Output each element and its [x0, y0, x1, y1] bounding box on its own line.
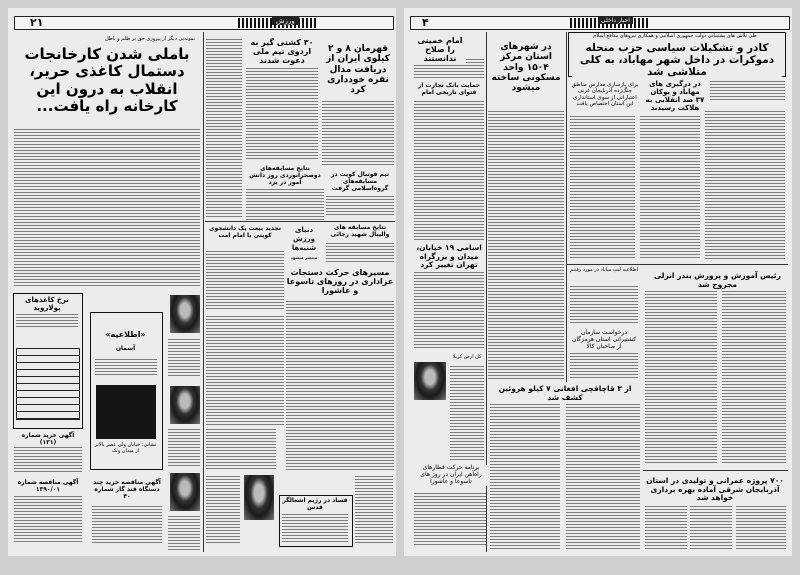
left-page-header [14, 16, 394, 30]
sports-text [322, 100, 394, 165]
notice-text [92, 505, 162, 545]
promo-line: منتشر میشود [290, 255, 318, 260]
right-main-headline: کادر و تشکیلات سیاسی حزب منحله دموکرات در داخل شهر مهاباد، به کلی متلاشی شد [572, 42, 782, 78]
obituary-text [168, 338, 200, 378]
photo-caption: کل ارض کربلا [450, 354, 484, 360]
promo-line: دنیای [294, 226, 314, 234]
sports-text [246, 64, 318, 159]
headline-9: درخواست سازمان کشتیرانی استان هرمزگان از صاحبان کالا [571, 329, 637, 350]
article-text [450, 365, 484, 460]
sports-headline-7: مسیرهای حرکت دستجات عزاداری در روزهای تاسوعا و عاشورا [286, 268, 394, 296]
column-text [206, 428, 276, 470]
sports-headline-3: نتایج مسابقه‌های دوصحرانوردی روز دانش آموز در یزد [246, 166, 324, 187]
obituary-text [168, 428, 200, 468]
notice-4: فساد در رژیم اشغالگر قدس [282, 497, 348, 511]
sports-column-text [206, 38, 242, 218]
portrait-photo [414, 362, 446, 400]
article-text [710, 80, 785, 102]
notice-2: آگهی مناقصه شماره ۱۳۹۰/۰۱ [14, 480, 82, 494]
article-text [736, 505, 786, 550]
sports-text [206, 250, 284, 310]
notice-text [14, 492, 82, 542]
ad-company: آسمان [92, 346, 159, 353]
ad-footer: نشانی: خیابان ولی عصر بالاتر از میدان ونک [94, 442, 157, 454]
divider [566, 32, 567, 382]
right-main-kicker: طی تلاش های پشتیبانی دولت جمهوری اسلامی و همکاری نیروهای مدافع اسلام [575, 34, 775, 40]
article-text [645, 290, 717, 465]
article-text [570, 352, 638, 380]
sports-headline-6: تجدید بیعت یک دانشجوی کویتی با امام امت [206, 226, 284, 240]
obituary-text [168, 515, 200, 550]
left-page-number: ۲۱ [30, 16, 44, 29]
column-text [355, 475, 393, 545]
sports-text [286, 300, 394, 470]
divider [205, 221, 395, 222]
portrait-photo [170, 386, 200, 424]
headline-6: اسامی ۱۹ خیابان، میدان و بزرگراه تهران تغییر کرد [412, 244, 486, 270]
ad-title: «اطلاعیه» [92, 330, 159, 339]
main-article-text [14, 128, 200, 288]
notice-3: آگهی مناقصه خرید چند دستگاه قند گاز شماره ۴۰ [93, 479, 161, 500]
article-text [705, 110, 785, 260]
polaroid-box-title: نرخ کاغذهای پولاروید [15, 296, 79, 312]
sports-text [246, 185, 324, 220]
polaroid-box-text [16, 310, 78, 328]
portrait-photo [170, 473, 200, 511]
portrait-photo [170, 295, 200, 333]
article-text [640, 115, 700, 260]
right-page-number: ۴ [422, 16, 429, 29]
headline-1: امام خمینی را صلاح ندانستند [414, 36, 466, 64]
sports-text [326, 195, 394, 217]
article-text [570, 115, 635, 260]
headline-11: برنامه حرکت قطارهای راه‌آهن ایران در روز های تاسوعا و عاشورا [414, 465, 488, 486]
main-headline: باملی شدن کارخانجات دستمال کاغذی حریر، انقلاب به درون این کارخانه راه یافت... [14, 46, 200, 115]
headline-8: اطلاعیه لیپ میاباد در مورد رفتنم [568, 268, 640, 274]
divider [203, 32, 204, 552]
headline-3: حمایت بانک تجارت از فتوای تاریخی امام [414, 83, 484, 97]
column-text [206, 475, 240, 545]
promo-line: شنبه‌ها [291, 244, 317, 252]
notice-1: آگهی خرید شماره (۱۳۱) [14, 433, 82, 447]
article-text [414, 492, 486, 547]
headline-2: در شهرهای استان مرکز ۱۵۰۴ واحد مسکونی ساخته میشود [488, 42, 564, 94]
article-text [570, 285, 638, 325]
headline-5: برای بازسازی مدارس مناطق جنگ‌زده آذربایجان غربی اعتباراتی از سوی استانداری این استان اختصاص یافت [571, 82, 639, 107]
article-text [690, 505, 732, 550]
notice-text [14, 443, 82, 473]
article-text [722, 290, 786, 465]
promo-line: ورزش [292, 235, 316, 243]
divider [566, 264, 788, 265]
main-kicker: نمونه‌یی دیگر از پیروزی حق بر ظلم و باطل [100, 37, 200, 43]
article-text [414, 268, 484, 348]
divider [643, 470, 788, 471]
headline-12: ۷۰۰ پروژه عمرانی و تولیدی در استان آذربایجان شرقی آماده بهره برداری خواهد شد [646, 476, 784, 503]
sports-headline-1: قهرمان ۸ و ۲ کیلوی ایران از دریافت مدال نقره خودداری کرد [322, 44, 394, 96]
sports-headline-4: تیم فوتبال کویت در مسابقه‌های گروه‌اسلامی گرفت [326, 172, 394, 193]
article-text [645, 505, 687, 550]
article-text [488, 110, 564, 380]
right-section-label: اخبار داخلی [598, 17, 633, 24]
headline-10: از ۳ قاچاقچی افغانی ۷ کیلو هروئین کشف شد [490, 385, 640, 402]
polaroid-price-table [16, 348, 80, 420]
article-text [566, 400, 640, 550]
portrait-photo [244, 475, 274, 520]
sports-headline-2: ۳۰ کشتی گیر به اردوی تیم ملی دعوت شدند [246, 38, 318, 66]
headline-7: رئیس آموزش و پرورش بندر انزلی مجروح شد [650, 272, 785, 289]
notice-text [282, 510, 348, 542]
column-text [206, 315, 284, 425]
left-section-label: ورزش [272, 17, 299, 25]
sports-promo [286, 226, 322, 262]
ad-schedule-table [96, 385, 156, 439]
headline-4: در درگیری های مهاباد و بوکان ۳۷ ضد انقلابی به هلاکت رسیدند [645, 80, 705, 113]
ad-text [95, 358, 157, 376]
sports-text [326, 242, 394, 262]
article-text [490, 400, 560, 550]
article-text [414, 100, 484, 240]
sports-headline-5: نتایج مسابقه های والیبال شهید رجائی [326, 225, 394, 239]
